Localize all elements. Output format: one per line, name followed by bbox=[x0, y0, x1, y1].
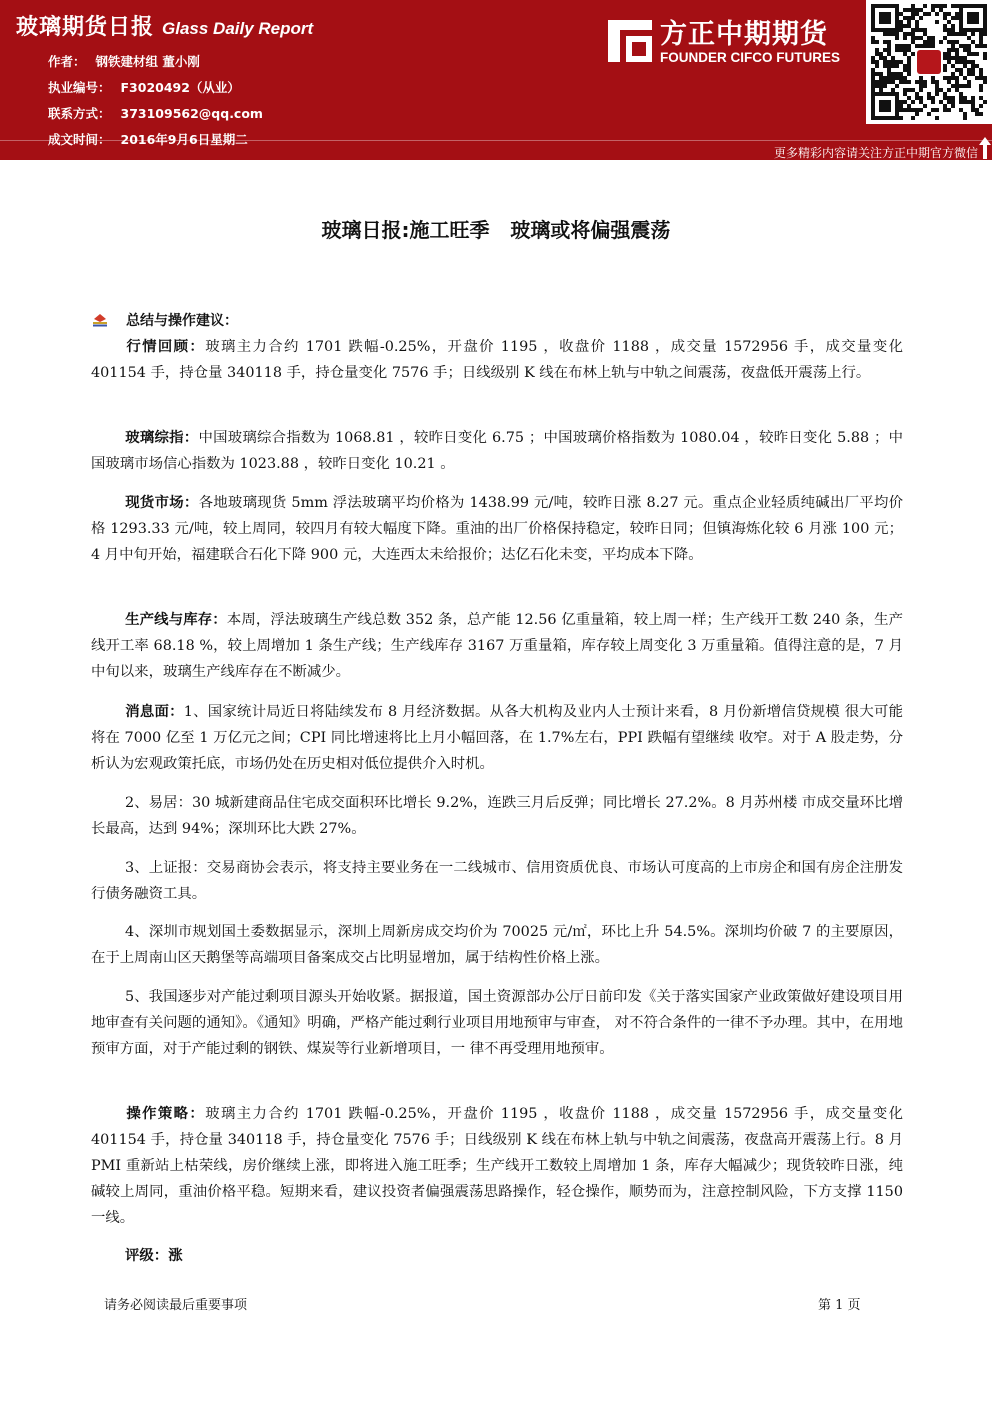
founder-logo-icon bbox=[604, 14, 656, 66]
meta-author bbox=[48, 52, 263, 78]
paragraph-label: 现货市场： bbox=[125, 495, 199, 511]
report-title-en: Glass Daily Report bbox=[162, 19, 314, 38]
summary-title: 总结与操作建议： bbox=[126, 313, 238, 329]
meta-contact bbox=[48, 104, 263, 130]
meta-value: 373109562@qq.com bbox=[120, 106, 263, 121]
document-title: 玻璃日报:施工旺季 玻璃或将偏强震荡 bbox=[321, 218, 671, 242]
paragraph-text: 5、我国逐步对产能过剩项目源头开始收紧。据报道，国土资源部办公厅日前印发《关于落实国家产业政策做好建设项目用地审查有关问题的通知》。《通知》明确，严格产能过剩行业项目用地预审与审查， 对不符合条件的一律不予办理。其中，在用地预审方面，对于产能过剩的钢铁、煤炭等行业新增项目，一 律不再受理用地预审。 bbox=[91, 989, 903, 1057]
meta-value: 钢铁建材组 董小刚 bbox=[95, 54, 200, 69]
paragraph-rating bbox=[91, 1243, 903, 1269]
paragraph-text: 玻璃主力合约 1701 跌幅-0.25%，开盘价 1195 ，收盘价 1188 ，成交量 1572956 手，成交量变化 401154 手，持仓量 340118 手，持仓量变化 7576 手；日线级别 K 线在布林上轨与中轨之间震荡，夜盘低开震荡上行。 bbox=[91, 339, 903, 381]
bullet-icon bbox=[92, 313, 108, 327]
report-title-cn: 玻璃期货日报 bbox=[16, 15, 155, 40]
paragraph-label: 消息面： bbox=[125, 704, 184, 720]
meta-date bbox=[48, 130, 263, 156]
paragraph-text: 1、国家统计局近日将陆续发布 8 月经济数据。从各大机构及业内人士预计来看，8 月份新增信贷规模 很大可能将在 7000 亿至 1 万亿元之间；CPI 同比增速将比上月小幅回落，在 1.7%左右，PPI 跌幅有望继续 收窄。对于 A 股走势，分析认为宏观政策托底，市场仍处在历史相对低位提供介入时机。 bbox=[91, 704, 903, 772]
meta-license bbox=[48, 78, 263, 104]
footer-disclaimer: 请务必阅读最后重要事项 bbox=[104, 1298, 248, 1313]
paragraph-label: 行情回顾： bbox=[125, 339, 206, 355]
paragraph-text: 本周，浮法玻璃生产线总数 352 条，总产能 12.56 亿重量箱，较上周一样；生产线开工数 240 条，生产线开工率 68.18 %，较上周增加 1 条生产线；生产线库存 3167 万重量箱，库存较上周变化 3 万重量箱。值得注意的是，7 月中旬以来，玻璃生产线库存在不断减少。 bbox=[91, 612, 903, 680]
paragraph-text: 2、易居：30 城新建商品住宅成交面积环比增长 9.2%，连跌三月后反弹；同比增长 27.2%。8 月苏州楼 市成交量环比增长最高，达到 94%；深圳环比大跌 27%。 bbox=[91, 795, 903, 837]
paragraph-news bbox=[91, 699, 903, 777]
paragraph-label: 玻璃综指： bbox=[125, 430, 199, 446]
qr-code-icon bbox=[866, 0, 992, 124]
meta-label: 联系方式： bbox=[48, 106, 111, 121]
follow-wechat-text: 更多精彩内容请关注方正中期官方微信 bbox=[773, 146, 978, 160]
report-title bbox=[16, 10, 313, 41]
paragraph-label: 操作策略： bbox=[125, 1106, 206, 1122]
paragraph-news-3 bbox=[91, 855, 903, 907]
paragraph-text: 玻璃主力合约 1701 跌幅-0.25%，开盘价 1195 ，收盘价 1188 ，成交量 1572956 手，成交量变化 401154 手，持仓量 340118 手，持仓量变化 7576 手；日线级别 K 线在布林上轨与中轨之间震荡，夜盘高开震荡上行。8 月 PMI 重新站上枯荣线，房价继续上涨，即将进入施工旺季；生产线开工数较上周增加 1 条，库存大幅减少；现货较昨日涨，纯碱较上周同，重油价格平稳。短期来看，建议投资者偏强震荡思路操作，轻仓操作，顺势而为，注意控制风险，下方支撑 1150 一线。 bbox=[91, 1106, 903, 1226]
up-arrow-icon bbox=[978, 136, 992, 160]
rating-value: 涨 bbox=[168, 1248, 183, 1264]
paragraph-text: 各地玻璃现货 5mm 浮法玻璃平均价格为 1438.99 元/吨，较昨日涨 8.27 元。重点企业轻质纯碱出厂平均价格 1293.33 元/吨，较上周同，较四月有较大幅度下降。重油的出厂价格保持稳定，较昨日同；但镇海炼化较 6 月涨 100 元；4 月中旬开始，福建联合石化下降 900 元，大连西太未给报价；达亿石化未变，平均成本下降。 bbox=[91, 495, 903, 563]
paragraph-label: 评级： bbox=[125, 1248, 169, 1264]
paragraph-market-review bbox=[91, 334, 903, 386]
company-logo bbox=[598, 12, 858, 72]
paragraph-text: 4、深圳市规划国土委数据显示，深圳上周新房成交均价为 70025 元/㎡，环比上升 54.5%。深圳均价破 7 的主要原因，在于上周南山区天鹅堡等高端项目备案成交占比明显增加，属于结构性价格上涨。 bbox=[91, 924, 903, 966]
meta-label: 成文时间： bbox=[48, 132, 111, 147]
paragraph-news-5 bbox=[91, 984, 903, 1062]
meta-label: 作者： bbox=[48, 54, 86, 69]
paragraph-label: 生产线与库存： bbox=[125, 612, 227, 628]
logo-text-en: FOUNDER CIFCO FUTURES bbox=[660, 50, 840, 65]
paragraph-spot-market bbox=[91, 490, 903, 568]
paragraph-glass-index bbox=[91, 425, 903, 477]
paragraph-production-inventory bbox=[91, 607, 903, 685]
logo-text-cn: 方正中期期货 bbox=[660, 19, 828, 50]
wechat-qr-code bbox=[866, 0, 992, 124]
paragraph-strategy bbox=[91, 1101, 903, 1231]
meta-value: 2016年9月6日星期二 bbox=[120, 132, 248, 147]
meta-value: F3020492（从业） bbox=[120, 80, 240, 95]
paragraph-news-4 bbox=[91, 919, 903, 971]
banner-divider bbox=[0, 140, 992, 141]
header-banner bbox=[0, 0, 992, 160]
paragraph-text: 3、上证报：交易商协会表示，将支持主要业务在一二线城市、信用资质优良、市场认可度高的上市房企和国有房企注册发行债务融资工具。 bbox=[91, 860, 903, 902]
page-number: 第 1 页 bbox=[818, 1298, 861, 1313]
paragraph-text: 中国玻璃综合指数为 1068.81 ，较昨日变化 6.75 ；中国玻璃价格指数为 1080.04 ，较昨日变化 5.88 ；中国玻璃市场信心指数为 1023.88 ，较昨日变化 10.21 。 bbox=[91, 430, 903, 472]
paragraph-news-2 bbox=[91, 790, 903, 842]
meta-label: 执业编号： bbox=[48, 80, 111, 95]
